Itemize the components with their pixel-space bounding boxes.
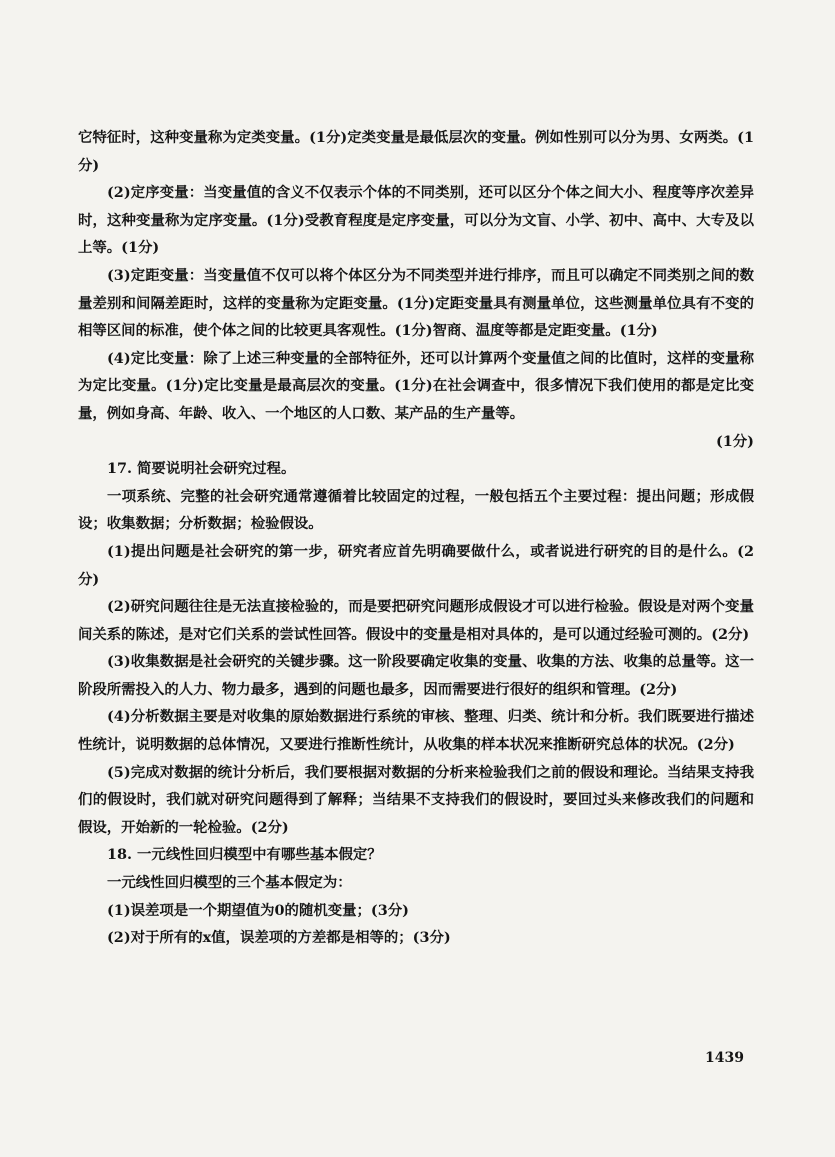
question-18: 18. 一元线性回归模型中有哪些基本假定？ [107, 846, 382, 864]
answer-17-step-4: (4)分析数据主要是对收集的原始数据进行系统的审核、整理、归类、统计和分析。我们既要进行描述性统计，说明数据的总体情况，又要进行推断性统计，从收集的样本状况来推断研究总体的状况。(2分) [78, 708, 754, 754]
score-note: (1分) [715, 432, 754, 450]
question-17: 17. 简要说明社会研究过程。 [107, 460, 296, 478]
answer-17-step-2: (2)研究问题往往是无法直接检验的，而是要把研究问题形成假设才可以进行检验。假设是对两个变量间关系的陈述，是对它们关系的尝试性回答。假设中的变量是相对具体的，是可以通过经验可测的。(2分) [78, 598, 754, 643]
answer-17-step-3: (3)收集数据是社会研究的关键步骤。这一阶段要确定收集的变量、收集的方法、收集的总量等。这一阶段所需投入的人力、物力最多，遇到的问题也最多，因而需要进行很好的组织和管理。(2分) [78, 653, 754, 698]
answer-17-intro: 一项系统、完整的社会研究通常遵循着比较固定的过程，一般包括五个主要过程：提出问题；形成假设；收集数据；分析数据；检验假设。 [78, 487, 754, 533]
answer-18-intro: 一元线性回归模型的三个基本假定为： [107, 874, 352, 892]
answer-17-step-5: (5)完成对数据的统计分析后，我们要根据对数据的分析来检验我们之前的假设和理论。当结果支持我们的假设时，我们就对研究问题得到了解释；当结果不支持我们的假设时，要回过头来修改我们的问题和假设，开始新的一轮检验。(2分) [78, 763, 754, 836]
paragraph-interval-variable: (3)定距变量：当变量值不仅可以将个体区分为不同类型并进行排序，而且可以确定不同类别之间的数量差别和间隔差距时，这样的变量称为定距变量。(1分)定距变量具有测量单位，这些测量单位具有不变的相等区间的标准，使个体之间的比较更具客观性。(1分)智商、温度等都是定距变量。(1分) [78, 266, 754, 340]
page-number: 1439 [705, 1050, 744, 1066]
answer-18-assumption-1: (1)误差项是一个期望值为0的随机变量；(3分) [107, 901, 409, 919]
page-content [78, 124, 754, 952]
paragraph-ratio-variable: (4)定比变量：除了上述三种变量的全部特征外，还可以计算两个变量值之间的比值时，这样的变量称为定比变量。(1分)定比变量是最高层次的变量。(1分)在社会调查中，很多情况下我们使用的都是定比变量，例如身高、年龄、收入、一个地区的人口数、某产品的生产量等。 [78, 349, 754, 422]
answer-18-assumption-2: (2)对于所有的x值，误差项的方差都是相等的；(3分) [107, 929, 451, 947]
paragraph-continuation: 它特征时，这种变量称为定类变量。(1分)定类变量是最低层次的变量。例如性别可以分为男、女两类。(1分) [78, 129, 754, 174]
answer-17-step-1: (1)提出问题是社会研究的第一步，研究者应首先明确要做什么，或者说进行研究的目的是什么。(2分) [78, 542, 754, 588]
paragraph-ordinal-variable: (2)定序变量：当变量值的含义不仅表示个体的不同类别，还可以区分个体之间大小、程度等序次差异时，这种变量称为定序变量。(1分)受教育程度是定序变量，可以分为文盲、小学、初中、高中、大专及以上等。(1分) [78, 184, 754, 257]
